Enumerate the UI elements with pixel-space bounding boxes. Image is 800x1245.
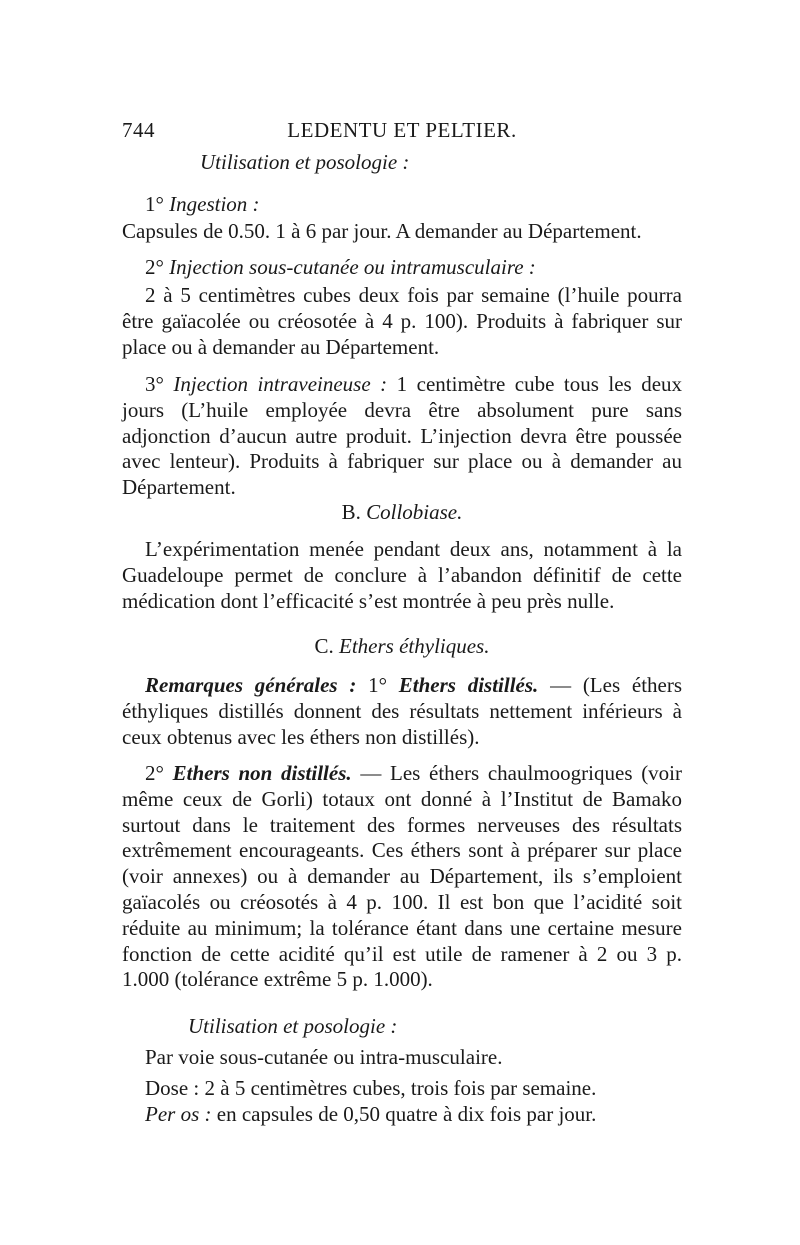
section-b-heading: B. Collobiase. — [341, 500, 463, 524]
section-c-subheading: Utilisation et posologie : — [188, 1014, 398, 1038]
running-title: LEDENTU ET PELTIER. — [287, 118, 517, 142]
injection-sc-heading: 2° Injection sous-cutanée ou intramusculaire : — [145, 255, 536, 279]
section-b-text: L’expérimentation menée pendant deux ans, notamment à la Guadeloupe permet de conclure à l’abandon définitif de cette médication dont l’efficacité s’est montrée à peu près nulle. — [122, 537, 682, 613]
distilled-paragraph: Remarques générales : 1° Ethers distillés. — (Les éthers éthyliques distillés donnent des résultats nettement inférieurs à ceux obtenus avec les éthers non distillés). — [122, 673, 683, 749]
injection-iv-paragraph: 3° Injection intraveineuse : 1 centimètre cube tous les deux jours (L’huile employée devra être absolument pure sans adjonction d’aucun autre produit. L’injection devra être poussée avec lenteur). Produits à fabriquer sur place ou à demander au Département. — [122, 372, 683, 500]
section-c-heading: C. Ethers éthyliques. — [314, 634, 490, 658]
dose-line: Dose : 2 à 5 centimètres cubes, trois fois par semaine. — [145, 1076, 597, 1100]
section-a-subheading: Utilisation et posologie : — [200, 150, 410, 174]
route-line: Par voie sous-cutanée ou intra-musculaire. — [145, 1045, 503, 1069]
nondistilled-paragraph: 2° Ethers non distillés. — Les éthers chaulmoogriques (voir même ceux de Gorli) totaux ont donné à l’Institut de Bamako surtout dans le traitement des formes nerveuses des résultats extrêmement encourageants. Ces éthers sont à préparer sur place (voir annexes) ou à demander au Département, ils s’emploient gaïacolés ou créosotés à 4 p. 100. Il est bon que l’acidité soit réduite au minimum; la tolérance étant dans une certaine mesure fonction de cette acidité qu’il est utile de ramener à 2 ou 3 p. 1.000 (tolérance extrême 5 p. 1.000). — [122, 761, 683, 992]
per-os-line: Per os : en capsules de 0,50 quatre à dix fois par jour. — [145, 1102, 597, 1126]
ingestion-text: Capsules de 0.50. 1 à 6 par jour. A demander au Département. — [122, 219, 642, 243]
injection-sc-text: 2 à 5 centimètres cubes deux fois par semaine (l’huile pourra être gaïacolée ou créosotée à 4 p. 100). Produits à fabriquer sur place ou à demander au Département. — [122, 283, 682, 359]
ingestion-heading: 1° Ingestion : — [145, 192, 260, 216]
page-number: 744 — [122, 118, 155, 142]
